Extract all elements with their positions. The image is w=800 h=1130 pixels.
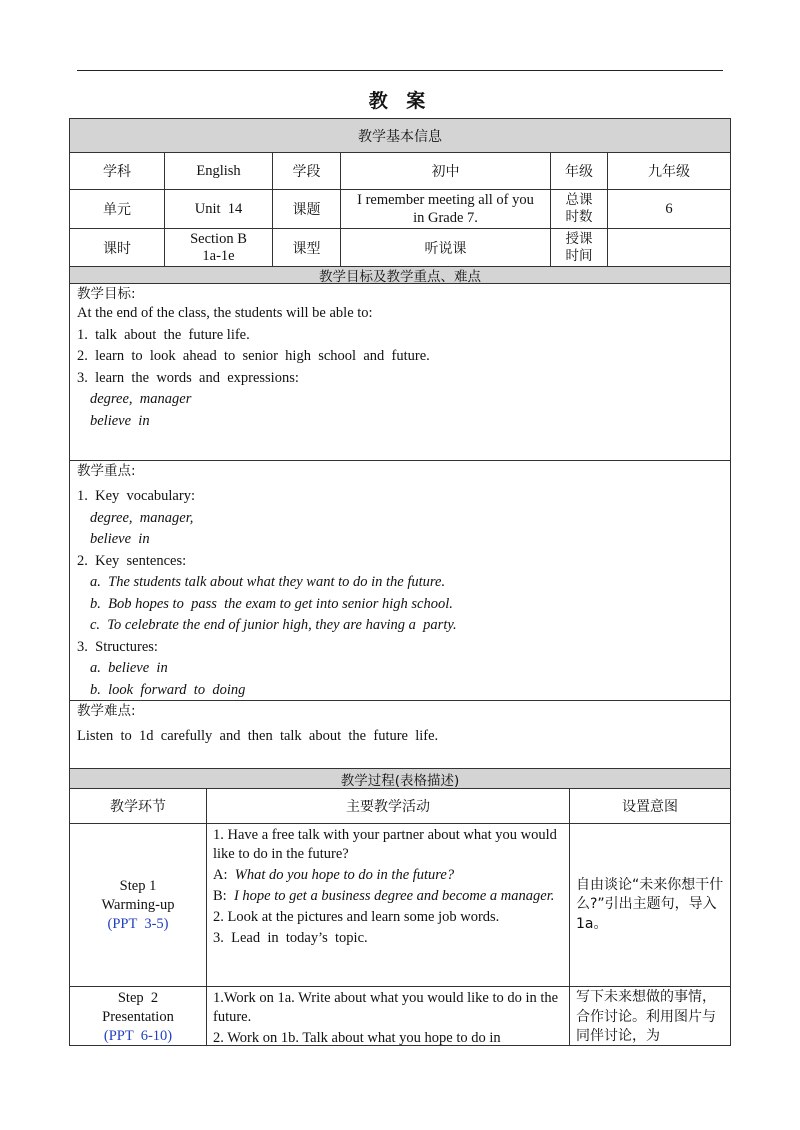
step-2-cell — [69, 986, 207, 1046]
key-sentence: b. Bob hopes to pass the exam to get into senior high school. — [90, 595, 453, 612]
goals-line: At the end of the class, the students will be able to: — [77, 305, 373, 321]
total-periods-value: 6 — [607, 189, 731, 229]
goals-line: 1. talk about the future life. — [77, 326, 250, 343]
col-step-header: 教学环节 — [69, 788, 207, 824]
step-2-intent — [569, 986, 731, 1046]
key-sentences-label: 2. Key sentences: — [77, 552, 187, 569]
top-rule — [77, 70, 723, 71]
step-ppt-ref: (PPT 3-5) — [107, 915, 169, 932]
key-sentence: a. The students talk about what they want to do in the future. — [90, 574, 446, 590]
col-intent-header: 设置意图 — [569, 788, 731, 824]
document-title: 教 案 — [368, 90, 432, 112]
structure-item: a. believe in — [90, 660, 168, 676]
step-1-activities — [206, 823, 570, 987]
activity-line: 2. Work on 1b. Talk about what you hope to do in — [213, 1030, 501, 1046]
basic-info-header: 教学基本信息 — [69, 118, 731, 153]
step-2-activities — [206, 986, 570, 1046]
step-number: Step 1 — [119, 877, 157, 894]
key-points-heading: 教学重点: — [77, 463, 136, 479]
process-header: 教学过程(表格描述) — [69, 768, 731, 789]
activity-line-italic: What do you hope to do in the future? — [234, 867, 455, 883]
activity-line: 1. Have a free talk with your partner about what you would like to do in the future? — [213, 827, 557, 862]
difficulty-text: Listen to 1d carefully and then talk about the future life. — [77, 728, 439, 744]
topic-value: I remember meeting all of you in Grade 7. — [340, 189, 551, 229]
lesson-type-value: 听说课 — [340, 228, 551, 267]
key-vocab-item: degree, manager, — [90, 509, 194, 526]
grade-value: 九年级 — [607, 152, 731, 190]
activity-line: A: What do you hope to do in the future? — [213, 867, 455, 883]
goals-word: believe in — [90, 412, 150, 429]
goals-word: degree, manager — [90, 391, 192, 407]
intent-text: 自由谈论“未来你想干什么?”引出主题句，导入1a。 — [576, 876, 724, 932]
period-value: Section B 1a-1e — [164, 228, 273, 267]
goals-line: 2. learn to look ahead to senior high school and future. — [77, 348, 430, 364]
teaching-time-value — [607, 228, 731, 267]
structure-item: b. look forward to doing — [90, 681, 246, 698]
step-name: Warming-up — [101, 896, 175, 913]
step-ppt-ref: (PPT 6-10) — [103, 1028, 173, 1044]
col-activity-header: 主要教学活动 — [206, 788, 570, 824]
topic-label: 课题 — [272, 189, 341, 229]
key-vocab-item: believe in — [90, 531, 150, 547]
stage-value: 初中 — [340, 152, 551, 190]
difficulty-section — [69, 700, 731, 769]
activity-line: 3. Lead in today’s topic. — [213, 930, 368, 946]
step-1-cell — [69, 823, 207, 987]
unit-label: 单元 — [69, 189, 165, 229]
activity-line: 1.Work on 1a. Write about what you would like to do in the future. — [213, 990, 559, 1025]
lesson-type-label: 课型 — [272, 228, 341, 267]
key-sentence: c. To celebrate the end of junior high, they are having a party. — [90, 617, 457, 633]
activity-line: 2. Look at the pictures and learn some job words. — [213, 909, 500, 925]
step-name: Presentation — [102, 1009, 174, 1025]
subject-label: 学科 — [69, 152, 165, 190]
intent-text: 写下未来想做的事情，合作讨论。利用图片与同伴讨论，为 — [576, 989, 716, 1044]
period-label: 课时 — [69, 228, 165, 267]
teaching-time-label: 授课时间 — [550, 228, 608, 267]
difficulty-heading: 教学难点: — [77, 703, 136, 719]
structures-label: 3. Structures: — [77, 638, 158, 655]
activity-line-italic: I hope to get a business degree and become a manager. — [233, 888, 555, 904]
teaching-goals-section — [69, 283, 731, 461]
stage-label: 学段 — [272, 152, 341, 190]
teaching-goals-heading: 教学目标: — [77, 286, 136, 302]
step-1-intent — [569, 823, 731, 987]
step-number: Step 2 — [117, 990, 159, 1006]
subject-value: English — [164, 152, 273, 190]
key-vocab-label: 1. Key vocabulary: — [77, 488, 195, 504]
goals-line: 3. learn the words and expressions: — [77, 369, 299, 386]
key-points-section — [69, 460, 731, 701]
activity-line: B: I hope to get a business degree and become a manager. — [213, 888, 555, 904]
objectives-header: 教学目标及教学重点、难点 — [69, 266, 731, 284]
total-periods-label: 总课时数 — [550, 189, 608, 229]
grade-label: 年级 — [550, 152, 608, 190]
unit-value: Unit 14 — [164, 189, 273, 229]
